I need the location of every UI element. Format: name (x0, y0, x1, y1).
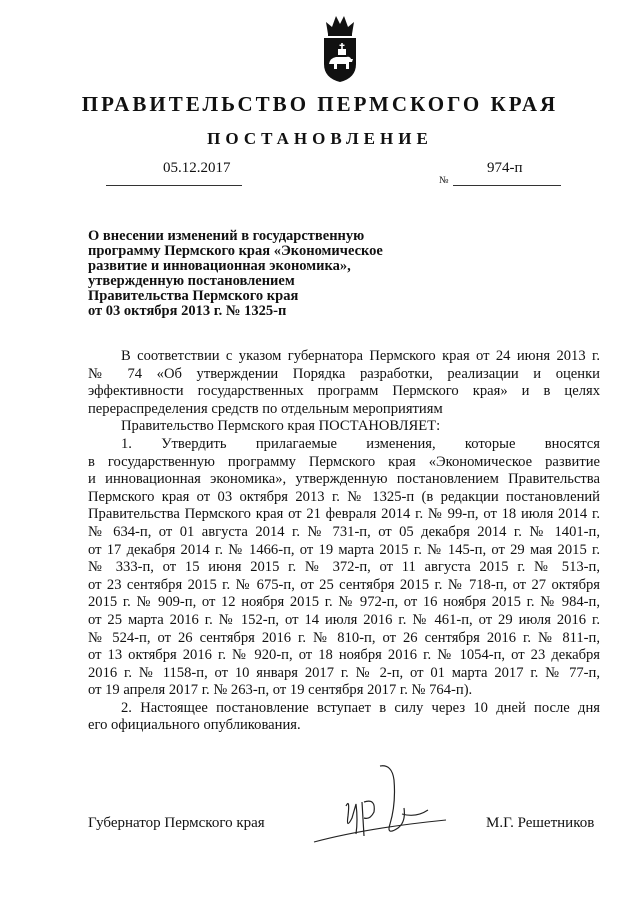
body-line: перераспределения средств по отдельным мероприятиям (88, 400, 443, 417)
body-line: от 19 апреля 2017 г. № 263-п, от 19 сентября 2017 г. № 764-п). (88, 682, 473, 699)
body-line: 2. Настоящее постановление вступает в силу через 10 дней после дня (121, 699, 600, 716)
body-line: от 23 сентября 2015 г. № 675-п, от 25 сентября 2015 г. № 718-п, от 27 октября (88, 576, 600, 593)
date-underline (106, 185, 242, 186)
body-line: Пермского края от 03 октября 2013 г. № 1325-п (в редакции постановлений (88, 488, 600, 505)
body-line: от 13 октября 2016 г. № 920-п, от 18 ноября 2016 г. № 1054-п, от 23 декабря (88, 647, 600, 664)
body-line: Правительство Пермского края ПОСТАНОВЛЯЕТ: (121, 418, 441, 435)
paragraph-resolves (88, 418, 600, 436)
body-line: 1. Утвердить прилагаемые изменения, которые вносятся (121, 435, 600, 452)
number-sign: № (439, 175, 449, 186)
number-underline (453, 185, 561, 186)
body-line: № 333-п, от 15 июня 2015 г. № 372-п, от 11 августа 2015 г. № 513-п, (88, 559, 600, 576)
document-type: ПОСТАНОВЛЕНИЕ (207, 129, 433, 148)
body-line: от 25 марта 2016 г. № 152-п, от 14 июля 2016 г. № 461-п, от 29 июля 2016 г. (88, 611, 600, 628)
subject-line: от 03 октября 2013 г. № 1325-п (88, 303, 287, 319)
government-title: ПРАВИТЕЛЬСТВО ПЕРМСКОГО КРАЯ (81, 92, 559, 116)
subject-line: Правительства Пермского края (88, 288, 299, 304)
signatory-position: Губернатор Пермского края (88, 815, 265, 831)
body-line: и инновационная экономика», утвержденную постановлением Правительства (88, 471, 600, 488)
document-number: 974-п (487, 160, 523, 176)
body-line: № 74 «Об утверждении Порядка разработки, реализации и оценки (88, 365, 600, 382)
paragraph-item-2 (88, 700, 600, 735)
body-line: 2015 г. № 909-п, от 12 ноября 2015 г. № 972-п, от 16 ноября 2015 г. № 984-п, (88, 594, 600, 611)
body-line: Правительства Пермского края от 21 февраля 2014 г. № 99-п, от 18 июля 2014 г. (88, 506, 600, 523)
subject-line: утвержденную постановлением (88, 273, 295, 289)
document-subject (88, 229, 418, 319)
signatory-name: М.Г. Решетников (486, 815, 595, 831)
subject-line: развитие и инновационная экономика», (88, 258, 351, 274)
body-line: в государственную программу Пермского края «Экономическое развитие (88, 453, 600, 470)
paragraph-item-1 (88, 436, 600, 700)
body-line: 2016 г. № 1158-п, от 10 января 2017 г. № 2-п, от 01 марта 2017 г. № 77-п, (88, 664, 600, 681)
document-body (88, 348, 600, 735)
body-line: В соответствии с указом губернатора Пермского края от 24 июня 2013 г. (121, 348, 600, 364)
perm-krai-coat-of-arms-icon (318, 12, 362, 84)
body-line: эффективности государственных программ Пермского края» и в целях (88, 383, 600, 400)
body-line: № 634-п, от 01 августа 2014 г. № 731-п, от 05 декабря 2014 г. № 1401-п, (88, 523, 600, 540)
subject-line: программу Пермского края «Экономическое (88, 243, 383, 259)
document-date: 05.12.2017 (163, 160, 231, 176)
subject-line: О внесении изменений в государственную (88, 228, 365, 244)
body-line: его официального опубликования. (88, 717, 301, 734)
body-line: № 524-п, от 26 сентября 2016 г. № 810-п, от 26 сентября 2016 г. № 811-п, (88, 629, 600, 646)
handwritten-signature (306, 758, 456, 858)
paragraph-preamble (88, 348, 600, 418)
body-line: от 17 декабря 2014 г. № 1466-п, от 19 марта 2015 г. № 145-п, от 29 мая 2015 г. (88, 541, 600, 558)
